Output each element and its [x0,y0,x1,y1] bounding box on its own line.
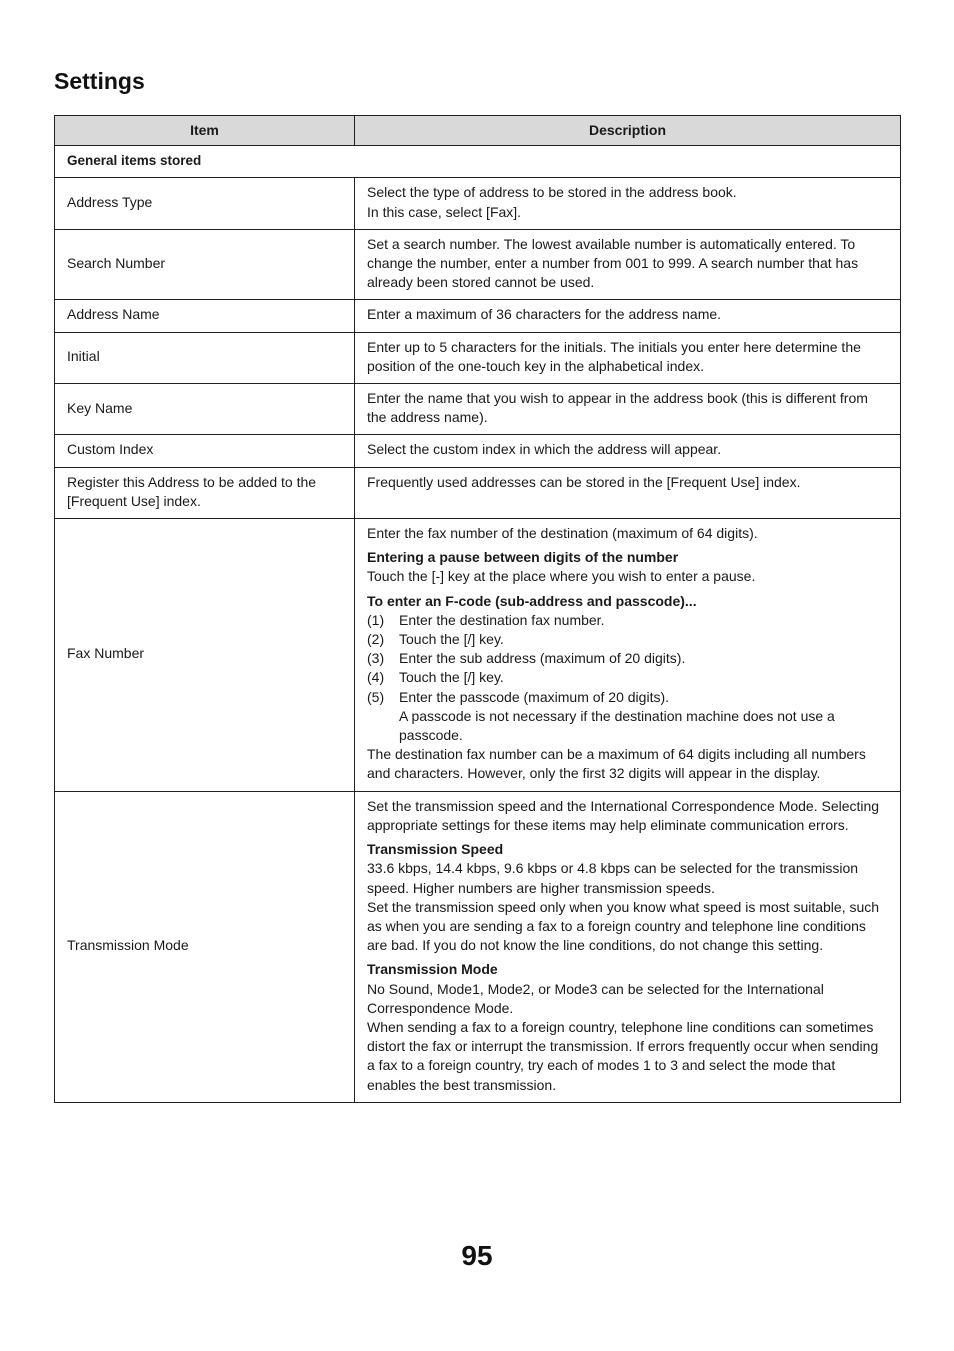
step-text: Touch the [/] key. [399,669,504,686]
fax-outro: The destination fax number can be a maximum of 64 digits including all numbers and characters. However, only the first 32 digits will appear in the display. [367,746,866,782]
item-cell: Custom Index [55,435,355,467]
step-item [367,688,888,707]
step-text: Enter the sub address (maximum of 20 digits). [399,650,686,667]
step-text: Touch the [/] key. [399,631,504,648]
description-line: Select the custom index in which the address will appear. [367,441,722,458]
column-header-description: Description [355,116,901,146]
fcode-steps [367,611,888,745]
description-cell [355,178,901,229]
mode-heading: Transmission Mode [367,961,498,978]
description-line: In this case, select [Fax]. [367,203,522,220]
step-text: Enter the destination fax number. [399,611,605,628]
pause-heading: Entering a pause between digits of the number [367,549,679,566]
item-cell: Search Number [55,229,355,300]
table-row [55,467,901,518]
table-row [55,435,901,467]
step-item [367,611,888,630]
table-row [55,178,901,229]
page-title: Settings [54,68,145,94]
table-row [55,300,901,332]
description-line: Select the type of address to be stored in the address book. [367,184,737,201]
table-row [55,332,901,383]
description-line: Enter the name that you wish to appear in the address book (this is different from the address name). [367,390,868,426]
table-row [55,384,901,435]
description-line: Frequently used addresses can be stored in the [Frequent Use] index. [367,473,801,490]
step-number: (1) [367,611,385,628]
item-cell: Fax Number [55,519,355,792]
description-cell [355,519,901,792]
description-cell [355,384,901,435]
step-item [367,630,888,649]
settings-table [54,115,901,1103]
pause-text: Touch the [-] key at the place where you wish to enter a pause. [367,568,756,585]
item-cell: Address Name [55,300,355,332]
step-note-item [367,707,888,745]
transmission-intro: Set the transmission speed and the International Correspondence Mode. Selecting appropriate settings for these items may help eliminate communication errors. [367,797,880,833]
step-number: (3) [367,650,385,667]
step-item [367,649,888,668]
description-cell [355,300,901,332]
speed-text-1: 33.6 kbps, 14.4 kbps, 9.6 kbps or 4.8 kbps can be selected for the transmission speed. Higher numbers are higher transmission speeds. [367,860,859,896]
item-cell: Register this Address to be added to the [Frequent Use] index. [55,467,355,518]
table-row-fax-number [55,519,901,792]
description-cell [355,435,901,467]
mode-text-1: No Sound, Mode1, Mode2, or Mode3 can be selected for the International Correspondence Mode. [367,980,824,1016]
item-cell: Transmission Mode [55,791,355,1102]
speed-text-2: Set the transmission speed only when you know what speed is most suitable, such as when you are sending a fax to a foreign country and telephone line conditions are bad. If you do not know the line conditions, do not change this setting. [367,898,880,954]
step-number: (5) [367,688,385,705]
table-header-row [55,116,901,146]
description-cell [355,467,901,518]
column-header-item: Item [55,116,355,146]
item-cell: Address Type [55,178,355,229]
item-cell: Initial [55,332,355,383]
table-row-transmission-mode [55,791,901,1102]
description-cell [355,791,901,1102]
speed-heading: Transmission Speed [367,841,504,858]
description-cell [355,229,901,300]
step-number: (2) [367,631,385,648]
section-label: General items stored [55,146,901,178]
table-row [55,229,901,300]
step-text: Enter the passcode (maximum of 20 digits). [399,688,670,705]
fcode-heading: To enter an F-code (sub-address and passcode)... [367,592,697,609]
description-cell [355,332,901,383]
item-cell: Key Name [55,384,355,435]
fax-intro: Enter the fax number of the destination (maximum of 64 digits). [367,525,758,542]
description-line: Enter a maximum of 36 characters for the address name. [367,306,722,323]
description-line: Set a search number. The lowest available number is automatically entered. To change the number, enter a number from 001 to 999. A search number that has already been stored cannot be used. [367,235,859,291]
description-line: Enter up to 5 characters for the initials. The initials you enter here determine the position of the one-touch key in the alphabetical index. [367,338,861,374]
step-number: (4) [367,669,385,686]
step-note: A passcode is not necessary if the destination machine does not use a passcode. [399,707,835,744]
step-item [367,668,888,687]
mode-text-2: When sending a fax to a foreign country, telephone line conditions can sometimes distort the fax or interrupt the transmission. If errors frequently occur when sending a fax to a foreign country, try each of modes 1 to 3 and select the mode that enables the best transmission. [367,1018,879,1093]
section-row [55,146,901,178]
page-number: 95 [461,1240,493,1271]
